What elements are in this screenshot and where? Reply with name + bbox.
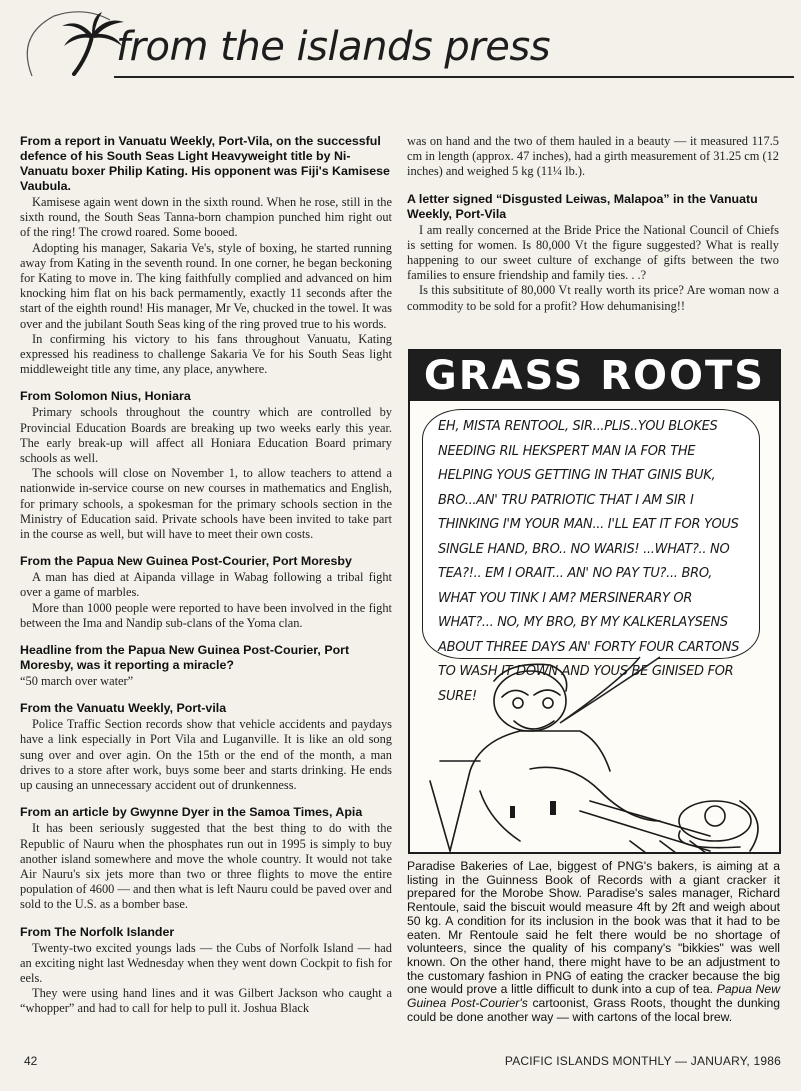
- article-paragraph: Twenty-two excited youngs lads — the Cubs of Norfolk Island — had an exciting night last Wednesday when they went down Cockpit to fish for eels.: [20, 940, 392, 985]
- article-heading: From a report in Vanuatu Weekly, Port-Vila, on the successful defence of his South Seas Light Heavyweight title by Ni-Vanuatu boxer Philip Kating. His opponent was Fiji's Kamisese Vaubula.: [20, 134, 390, 193]
- article-paragraph: Kamisese again went down in the sixth round. When he rose, still in the sixth round, the South Seas Tanna-born champion punched him right out of the ring! The crowd roared. Some booed.: [20, 195, 392, 240]
- article-paragraph: “50 march over water”: [20, 674, 134, 689]
- page-number: 42: [24, 1054, 38, 1068]
- left-article: [20, 643, 392, 689]
- left-article: [20, 701, 392, 793]
- article-heading: From an article by Gwynne Dyer in the Samoa Times, Apia: [20, 805, 363, 820]
- left-article: [20, 805, 392, 912]
- right-column: [407, 134, 779, 326]
- article-paragraph: I am really concerned at the Bride Price the National Council of Chiefs is setting for women. Is 80,000 Vt the figure suggested? What is really happening to our sweet culture of exchange of gifts between the two families to ensure friendship and family ties. . .?: [407, 222, 779, 283]
- left-article: [20, 554, 392, 631]
- left-article: [20, 389, 392, 542]
- article-paragraph: was on hand and the two of them hauled in a beauty — it measured 117.5 cm in length (approx. 47 inches), had a girth measurement of 31.25 cm (12 inches) and weighed 5 kg (11¼ lb.).: [407, 134, 779, 179]
- article-paragraph: Primary schools throughout the country which are controlled by Provincial Education Boards are breaking up two weeks early this year. The early break-up will affect all Honiara Education Board primary schools as well.: [20, 405, 392, 466]
- article-heading: Headline from the Papua New Guinea Post-Courier, Port Moresby, was it reporting a miracle?: [20, 643, 350, 673]
- left-column: [20, 134, 392, 1029]
- article-paragraph: More than 1000 people were reported to have been involved in the fight between the Ima and Nandip sub-clans of the Yoma clan.: [20, 600, 392, 630]
- article-heading: From the Papua New Guinea Post-Courier, Port Moresby: [20, 554, 352, 569]
- left-article: [20, 134, 392, 377]
- article-heading: A letter signed “Disgusted Leiwas, Malapoa” in the Vanuatu Weekly, Port-Vila: [407, 191, 758, 221]
- cartoon-banner: GRASS ROOTS: [410, 351, 779, 401]
- masthead: [14, 6, 794, 82]
- article-paragraph: The schools will close on November 1, to allow teachers to attend a nationwide in-service course on new courses in mathematics and English, for primary schools, a spokesman for the primary schools section in the Ministry of Education said. Private schools have been invited to take part in the course as well, but will have to meet their own costs.: [20, 466, 392, 542]
- article-paragraph: It has been seriously suggested that the best thing to do with the Republic of Nauru when the phosphates run out in 1995 is simply to buy another island somewhere and move the whole country. It would not take Air Nauru's six jets more than two or three flights to move the entire population of 4600 — and then what is left Nauru could be paved over and sold to the U.S. as a bomber base.: [20, 821, 392, 912]
- speech-bubble-text: EH, MISTA RENTOOL, SIR...PLIS..YOU BLOKES NEEDING RIL HEKSPERT MAN IA FOR THE HELPING YOUS GETTING IN THAT GINIS BUK, BRO...AN' TRU PATRIOTIC THAT I AM SIR I THINKING I'M YOUR MAN... I'LL EAT IT FOR YOUS SINGLE HAND, BRO.. NO WARIS! ...WHAT?.. NO TEA?!.. EM I ORAIT... AN' NO PAY TU?... BRO, WHAT YOU TINK I AM? MERSINERARY OR WHAT?... NO, MY BRO, BY MY KALKERLAYSENS ABOUT THREE DAYS AN' FORTY FOUR CARTONS TO WASH IT DOWN AND YOUS BE GINISED FOR SURE!: [438, 419, 740, 704]
- article-heading: From Solomon Nius, Honiara: [20, 389, 191, 404]
- publication-credit: PACIFIC ISLANDS MONTHLY — JANUARY, 1986: [504, 1054, 781, 1068]
- article-paragraph: Is this subsititute of 80,000 Vt really worth its price? Are woman now a commodity to be sold for a profit? How dehumanising!!: [407, 283, 779, 313]
- article-heading: From the Vanuatu Weekly, Port-vila: [20, 701, 227, 716]
- caption-publication: Papua New Guinea Post-Courier's: [407, 982, 780, 1011]
- cartoon-caption: [407, 860, 780, 1024]
- caption-text-end: cartoonist, Grass Roots, thought the dunking could be done another way — with cartons of the local brew.: [407, 996, 780, 1024]
- article-paragraph: Adopting his manager, Sakaria Ve's, style of boxing, he started running away from Kating in the seventh round. In one corner, he began beckoning for Kating to move in. The king faithfully complied and advanced on him knocking him flat on his back permamently, exactly 11 seconds after the start of the eighth round! His manager, Mr Ve, chucked in the towel. It was over and the jubilant South Seas king of the ring proved true to his words.: [20, 240, 392, 331]
- article-heading: From The Norfolk Islander: [20, 924, 175, 939]
- article-paragraph: Police Traffic Section records show that vehicle accidents and paydays have a link especially in Port Vila and Luganville. It is like an old song sung over and over agin. On the 15th or the end of the month, a man drives to a store after work, buys some beer and starts drinking. He ends up causing an unnecessary accident out of drunkenness.: [20, 717, 392, 793]
- masthead-rule: [114, 76, 794, 78]
- article-paragraph: In confirming his victory to his fans throughout Vanuatu, Kating expressed his readiness to challenge Sakaria Ve for his South Seas light middleweight title any time, any place, anywhere.: [20, 331, 392, 377]
- left-article: [20, 925, 392, 1017]
- right-article: [407, 134, 779, 180]
- masthead-title: from the islands press: [116, 24, 551, 70]
- cartoon-man-drawing: [410, 651, 781, 854]
- article-paragraph: A man has died at Aipanda village in Wabag following a tribal fight over a game of marbles.: [20, 570, 392, 600]
- caption-text: Paradise Bakeries of Lae, biggest of PNG's bakers, is aiming at a listing in the Guinness Book of Records with a giant cracker it prepared for the Morobe Show. Paradise's sales manager, Richard Rentoule, said the biscuit would measure 4ft by 2ft and weigh about 50 kg. A condition for its inclusion in the book was that it had to be eaten. Mr Rentoule said he felt there would be no shortage of volunteers, since the quality of his company's "bikkies" was well known. On the other hand, there might have to be an adjustment to the customary fashion in PNG of eating the cracker because the big one would prove a little difficult to dunk into a cup of tea.: [407, 859, 780, 997]
- page-footer: [20, 1054, 781, 1070]
- grass-roots-cartoon: [408, 349, 781, 854]
- right-article: [407, 192, 779, 314]
- article-paragraph: They were using hand lines and it was Gilbert Jackson who caught a “whopper” and had to call for help to pull it. Joshua Black: [20, 986, 392, 1016]
